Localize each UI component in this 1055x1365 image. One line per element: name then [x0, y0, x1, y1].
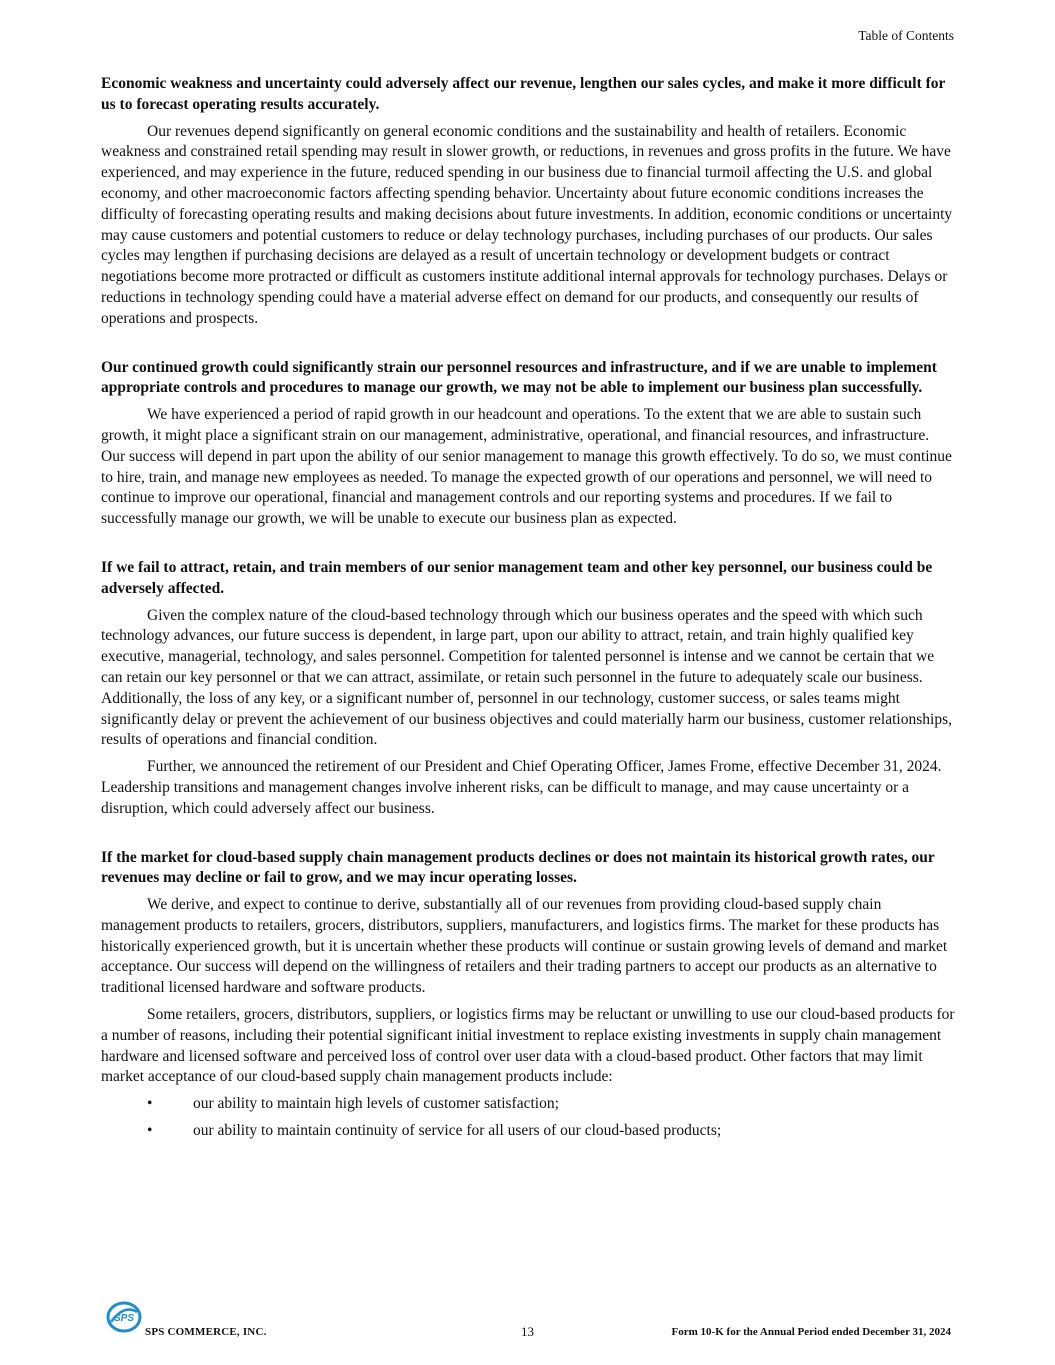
- page-footer: [101, 1300, 955, 1344]
- bullet-icon: •: [147, 1122, 153, 1140]
- list-item: [101, 1094, 955, 1115]
- risk-section-personnel: [101, 558, 955, 820]
- body-paragraph: Given the complex nature of the cloud-based technology through which our business operates and the speed with which such technology advances, our future success is dependent, in large part, upon our ability to attract, retain, and train highly qualified key executive, managerial, technology, and sales personnel. Competition for talented personnel is intense and we cannot be certain that we can retain our key personnel or that we can attract, assimilate, or retain such personnel in the future to adequately scale our business. Additionally, the loss of any key, or a significant number of, personnel in our technology, customer success, or sales teams might significantly delay or prevent the achievement of our business objectives and could materially harm our business, customer relationships, results of operations and financial condition.: [101, 606, 952, 749]
- body-paragraph: We derive, and expect to continue to derive, substantially all of our revenues from providing cloud-based supply chain management products to retailers, grocers, distributors, suppliers, manufacturers, and logistics firms. The market for these products has historically experienced growth, but it is uncertain whether these products will continue or sustain growing levels of demand and market acceptance. Our success will depend on the willingness of retailers and their trading partners to accept our products as an alternative to traditional licensed hardware and software products.: [101, 896, 948, 997]
- factor-list: [101, 1094, 955, 1142]
- form-label: Form 10-K for the Annual Period ended December 31, 2024: [671, 1326, 951, 1338]
- page-number: 13: [521, 1324, 534, 1339]
- section-heading: If the market for cloud-based supply chain management products declines or does not maintain its historical growth rates, our revenues may decline or fail to grow, and we may incur operating losses.: [101, 848, 935, 887]
- section-heading: Our continued growth could significantly strain our personnel resources and infrastructure, and if we are unable to implement appropriate controls and procedures to manage our growth, we may not be able to implement our business plan successfully.: [101, 358, 937, 397]
- section-heading: If we fail to attract, retain, and train members of our senior management team and other key personnel, our business could be adversely affected.: [101, 558, 933, 597]
- list-item-text: our ability to maintain continuity of service for all users of our cloud-based products;: [193, 1122, 722, 1140]
- body-paragraph: Our revenues depend significantly on general economic conditions and the sustainability and health of retailers. Economic weakness and constrained retail spending may result in slower growth, or reductions, in revenues and gross profits in the future. We have experienced, and may experience in the future, reduced spending in our business due to financial turmoil affecting the U.S. and global economy, and other macroeconomic factors affecting spending behavior. Uncertainty about future economic conditions increases the difficulty of forecasting operating results and making decisions about future investments. In addition, economic conditions or uncertainty may cause customers and potential customers to reduce or delay technology purchases, including purchases of our products. Our sales cycles may lengthen if purchasing decisions are delayed as a result of uncertain technology or development budgets or contract negotiations become more protracted or difficult as customers institute additional internal approvals for technology purchases. Delays or reductions in technology spending could have a material adverse effect on demand for our products, and consequently our results of operations and prospects.: [101, 122, 953, 327]
- sps-logo-icon: [105, 1300, 143, 1334]
- list-item: [101, 1121, 955, 1142]
- risk-section-growth: [101, 358, 955, 530]
- company-name: SPS COMMERCE, INC.: [145, 1326, 267, 1338]
- risk-section-economic: [101, 74, 955, 330]
- logo-text: SPS: [113, 1313, 135, 1324]
- section-heading: Economic weakness and uncertainty could adversely affect our revenue, lengthen our sales cycles, and make it more difficult for us to forecast operating results accurately.: [101, 75, 946, 113]
- body-paragraph: Further, we announced the retirement of our President and Chief Operating Officer, James Frome, effective December 31, 2024. Leadership transitions and management changes involve inherent risks, can be difficult to manage, and may cause uncertainty or a disruption, which could adversely affect our business.: [101, 758, 942, 817]
- document-body: [101, 74, 955, 1170]
- bullet-icon: •: [147, 1095, 153, 1113]
- body-paragraph: Some retailers, grocers, distributors, suppliers, or logistics firms may be reluctant or unwilling to use our cloud-based products for a number of reasons, including their potential significant initial investment to replace existing investments in supply chain management hardware and licensed software and perceived loss of control over user data with a cloud-based product. Other factors that may limit market acceptance of our cloud-based supply chain management products include:: [101, 1006, 955, 1086]
- risk-section-market: [101, 848, 955, 1142]
- table-of-contents-link[interactable]: Table of Contents: [858, 28, 954, 43]
- body-paragraph: We have experienced a period of rapid growth in our headcount and operations. To the extent that we are able to sustain such growth, it might place a significant strain on our management, administrative, operational, and financial resources, and infrastructure. Our success will depend in part upon the ability of our senior management to manage this growth effectively. To do so, we must continue to hire, train, and manage new employees as needed. To manage the expected growth of our operations and personnel, we will need to continue to improve our operational, financial and management controls and our reporting systems and procedures. If we fail to successfully manage our growth, we will be unable to execute our business plan as expected.: [101, 406, 952, 528]
- list-item-text: our ability to maintain high levels of customer satisfaction;: [193, 1095, 559, 1113]
